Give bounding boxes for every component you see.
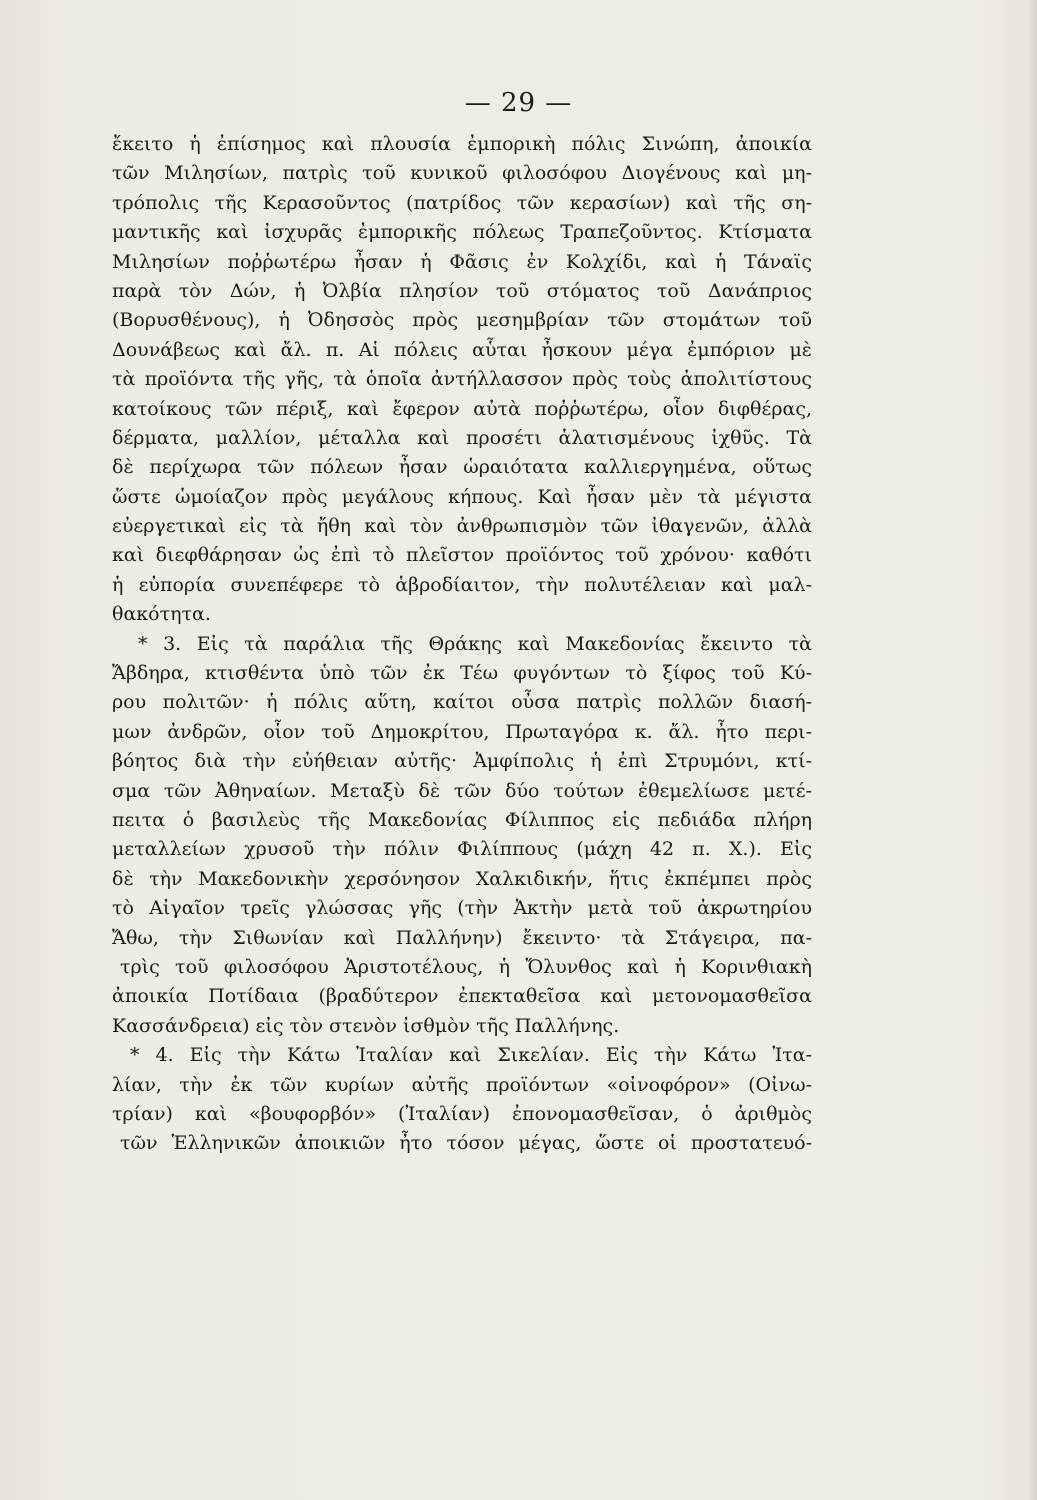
text-line: τῶν Ἑλληνικῶν ἀποικιῶν ἦτο τόσον μέγας, ὥστε οἱ προστατευό- [120,1132,812,1155]
text-line: βόητος διὰ τὴν εὐήθειαν αὐτῆς· Ἀμφίπολις ἡ ἐπὶ Στρυμόνι, κτί- [112,750,812,773]
text-line: Κασσάνδρεια) εἰς τὸν στενὸν ἰσθμὸν τῆς Παλλήνης. [112,1014,620,1037]
text-line: ὥστε ὡμοίαζον πρὸς μεγάλους κήπους. Καὶ ἦσαν μὲν τὰ μέγιστα [112,485,812,508]
text-line: κατοίκους τῶν πέριξ, καὶ ἔφερον αὐτὰ ποῤῥωτέρω, οἷον διφθέρας, [112,397,812,420]
body-text [112,130,812,1159]
text-line: τρόπολις τῆς Κερασοῦντος (πατρίδος τῶν κερασίων) καὶ τῆς ση- [112,191,812,214]
text-line: μων ἀνδρῶν, οἷον τοῦ Δημοκρίτου, Πρωταγόρα κ. ἄλ. ἦτο περι- [112,720,812,743]
text-line: Δουνάβεως καὶ ἄλ. π. Αἱ πόλεις αὗται ἦσκουν μέγα ἐμπόριον μὲ [112,338,812,361]
text-line: πειτα ὁ βασιλεὺς τῆς Μακεδονίας Φίλιππος εἰς πεδιάδα πλήρη [112,808,812,831]
text-line: Μιλησίων ποῤῥωτέρω ἦσαν ἡ Φᾶσις ἐν Κολχίδι, καὶ ἡ Τάναϊς [112,250,812,273]
page-number: — 29 — [464,88,573,118]
text-line: λίαν, τὴν ἐκ τῶν κυρίων αὐτῆς προϊόντων «οἰνοφόρον» (Οἰνω- [112,1073,812,1096]
text-line: ἡ εὐπορία συνεπέφερε τὸ ἁβροδίαιτον, τὴν πολυτέλειαν καὶ μαλ- [112,573,812,596]
text-line: καὶ διεφθάρησαν ὡς ἐπὶ τὸ πλεῖστον προϊόντος τοῦ χρόνου· καθότι [112,544,812,567]
text-line: δὲ περίχωρα τῶν πόλεων ἦσαν ὡραιότατα καλλιεργημένα, οὕτως [112,456,812,479]
text-line: Ἄθω, τὴν Σιθωνίαν καὶ Παλλήνην) ἔκειντο· τὰ Στάγειρα, πα- [112,926,812,949]
section-3-heading-line: * 3. Εἰς τὰ παράλια τῆς Θράκης καὶ Μακεδονίας ἔκειντο τὰ [138,632,812,655]
text-line: εὐεργετικαὶ εἰς τὰ ἤθη καὶ τὸν ἀνθρωπισμὸν τῶν ἰθαγενῶν, ἀλλὰ [112,515,812,538]
text-line: τὰ προϊόντα τῆς γῆς, τὰ ὁποῖα ἀντήλλασσον πρὸς τοὺς ἀπολιτίστους [112,368,812,391]
text-line: δέρματα, μαλλίον, μέταλλα καὶ προσέτι ἁλατισμένους ἰχθῦς. Τὰ [112,426,812,449]
text-line: ἀποικία Ποτίδαια (βραδύτερον ἐπεκταθεῖσα καὶ μετονομασθεῖσα [112,985,812,1008]
text-line: ρου πολιτῶν· ἡ πόλις αὕτη, καίτοι οὖσα πατρὶς πολλῶν διασή- [112,691,812,714]
text-line: μεταλλείων χρυσοῦ τὴν πόλιν Φιλίππους (μάχη 42 π. Χ.). Εἰς [112,838,812,861]
text-line: Ἄβδηρα, κτισθέντα ὑπὸ τῶν ἐκ Τέω φυγόντων τὸ ξίφος τοῦ Κύ- [112,662,812,685]
text-line: σμα τῶν Ἀθηναίων. Μεταξὺ δὲ τῶν δύο τούτων ἐθεμελίωσε μετέ- [112,779,812,802]
text-line: μαντικῆς καὶ ἰσχυρᾶς ἐμπορικῆς πόλεως Τραπεζοῦντος. Κτίσματα [112,221,812,244]
text-line: τρίαν) καὶ «βουφορβόν» (Ἰταλίαν) ἐπονομασθεῖσαν, ὁ ἀριθμὸς [112,1102,812,1125]
text-line: ἔκειτο ἡ ἐπίσημος καὶ πλουσία ἐμπορικὴ πόλις Σινώπη, ἀποικία [112,133,812,155]
text-line: δὲ τὴν Μακεδονικὴν χερσόνησον Χαλκιδικήν, ἥτις ἐκπέμπει πρὸς [112,867,812,890]
text-line: (Βορυσθένους), ἡ Ὀδησσὸς πρὸς μεσημβρίαν τῶν στομάτων τοῦ [112,309,812,332]
text-line: τῶν Μιλησίων, πατρὶς τοῦ κυνικοῦ φιλοσόφου Διογένους καὶ μη- [112,162,812,185]
page-edge [1029,0,1037,1500]
text-line: θακότητα. [112,603,211,626]
text-line: τρὶς τοῦ φιλοσόφου Ἀριστοτέλους, ἡ Ὄλυνθος καὶ ἡ Κορινθιακὴ [120,955,812,978]
text-line: παρὰ τὸν Δών, ἡ Ὀλβία πλησίον τοῦ στόματος τοῦ Δανάπριος [112,279,812,302]
section-4-heading-line: * 4. Εἰς τὴν Κάτω Ἰταλίαν καὶ Σικελίαν. Εἰς τὴν Κάτω Ἰτα- [130,1044,812,1067]
text-line: τὸ Αἰγαῖον τρεῖς γλώσσας γῆς (τὴν Ἀκτὴν μετὰ τοῦ ἀκρωτηρίου [112,897,812,920]
